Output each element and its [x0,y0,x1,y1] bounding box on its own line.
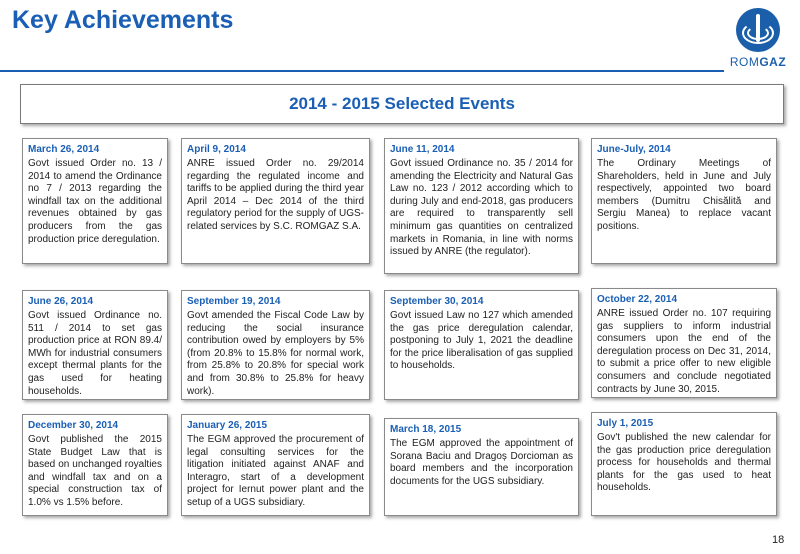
event-date: June 11, 2014 [390,144,455,155]
event-date: September 30, 2014 [390,296,484,307]
event-description: The EGM approved the procurement of legal consulting services for the litigation initiated against ANAF and Interagro, start of a development project for Iernut power plant and the setup of a UGS subsidiary. [187,434,364,508]
event-date: October 22, 2014 [597,294,678,305]
event-card [181,138,370,264]
event-card [591,288,777,398]
event-date: June 26, 2014 [28,296,94,307]
event-date: January 26, 2015 [187,420,268,431]
event-card [591,412,777,516]
event-card [181,414,370,516]
event-date: September 19, 2014 [187,296,281,307]
event-date: April 9, 2014 [187,144,246,155]
romgaz-logo [726,8,790,70]
event-date: March 26, 2014 [28,144,100,155]
event-description: The Ordinary Meetings of Shareholders, held in June and July respectively, appointed two board members (Dumitru Chisălită and Sergiu Manea) to replace vacant positions. [597,158,771,232]
event-card [384,290,579,400]
event-description: Gov't published the new calendar for the gas production price deregulation process for households and thermal plants for the gas used to heat households. [597,432,771,494]
event-description: The EGM approved the appointment of Sorana Baciu and Dragoș Dorcioman as board members and the incorporation documents for the UGS subsidiary. [390,438,573,487]
event-description: Govt issued Law no 127 which amended the gas price deregulation calendar, postponing to July 1, 2021 the deadline for the price liberalisation of gas supplied to households. [390,310,573,372]
flame-logo-icon [736,8,780,52]
event-card [181,290,370,400]
event-description: ANRE issued Order no. 107 requiring gas suppliers to inform industrial consumers upon the end of the deregulation process on Dec 31, 2014, to submit a price offer to new eligible consumers and conclude negotiated contracts by June 30, 2015. [597,308,771,395]
event-card [22,414,168,516]
event-date: December 30, 2014 [28,420,119,431]
logo-wordmark: ROMGAZ [729,55,787,69]
event-card [591,138,777,264]
page-title: Key Achievements [12,6,234,34]
page-number: 18 [772,534,785,546]
event-description: Govt published the 2015 State Budget Law that is based on unchanged royalties and windfall tax and on a special construction tax of 1.0% vs 1.5% before. [28,434,162,508]
event-date: June-July, 2014 [597,144,671,155]
event-date: March 18, 2015 [390,424,462,435]
event-card [384,418,579,516]
event-card [22,290,168,400]
event-description: ANRE issued Order no. 29/2014 regarding the regulated income and tariffs to be applied during the third year April 2014 – Dec 2014 of the third regulatory period for the supply of UGS-related services by S.C. ROMGAZ S.A. [187,158,364,232]
event-description: Govt amended the Fiscal Code Law by reducing the social insurance contribution owed by employers by 5% (from 20.8% to 15.8% for normal work, from 25.8% to 20.8% for special work and from 30.8% to 25.8% for heavy work). [187,310,364,397]
section-title: 2014 - 2015 Selected Events [289,94,515,113]
header-divider [0,70,724,72]
section-banner [20,84,784,124]
event-card [384,138,579,274]
event-description: Govt issued Order no. 13 / 2014 to amend the Ordinance no 7 / 2013 regarding the windfall tax on the additional revenues obtained by gas producers from the gas production price deregulation. [28,158,162,245]
event-card [22,138,168,264]
event-description: Govt issued Ordinance no. 511 / 2014 to set gas production price at RON 89.4/ MWh for industrial consumers except thermal plants for the gas used for heating households. [28,310,162,397]
event-date: July 1, 2015 [597,418,654,429]
event-description: Govt issued Ordinance no. 35 / 2014 for amending the Electricity and Natural Gas Law no. 123 / 2012 according which to during July and end-2018, gas producers are required to transparently sell minimum gas quantities on centralized markets in Romania, in line with norms issued by ANRE (the regulator). [390,158,573,258]
